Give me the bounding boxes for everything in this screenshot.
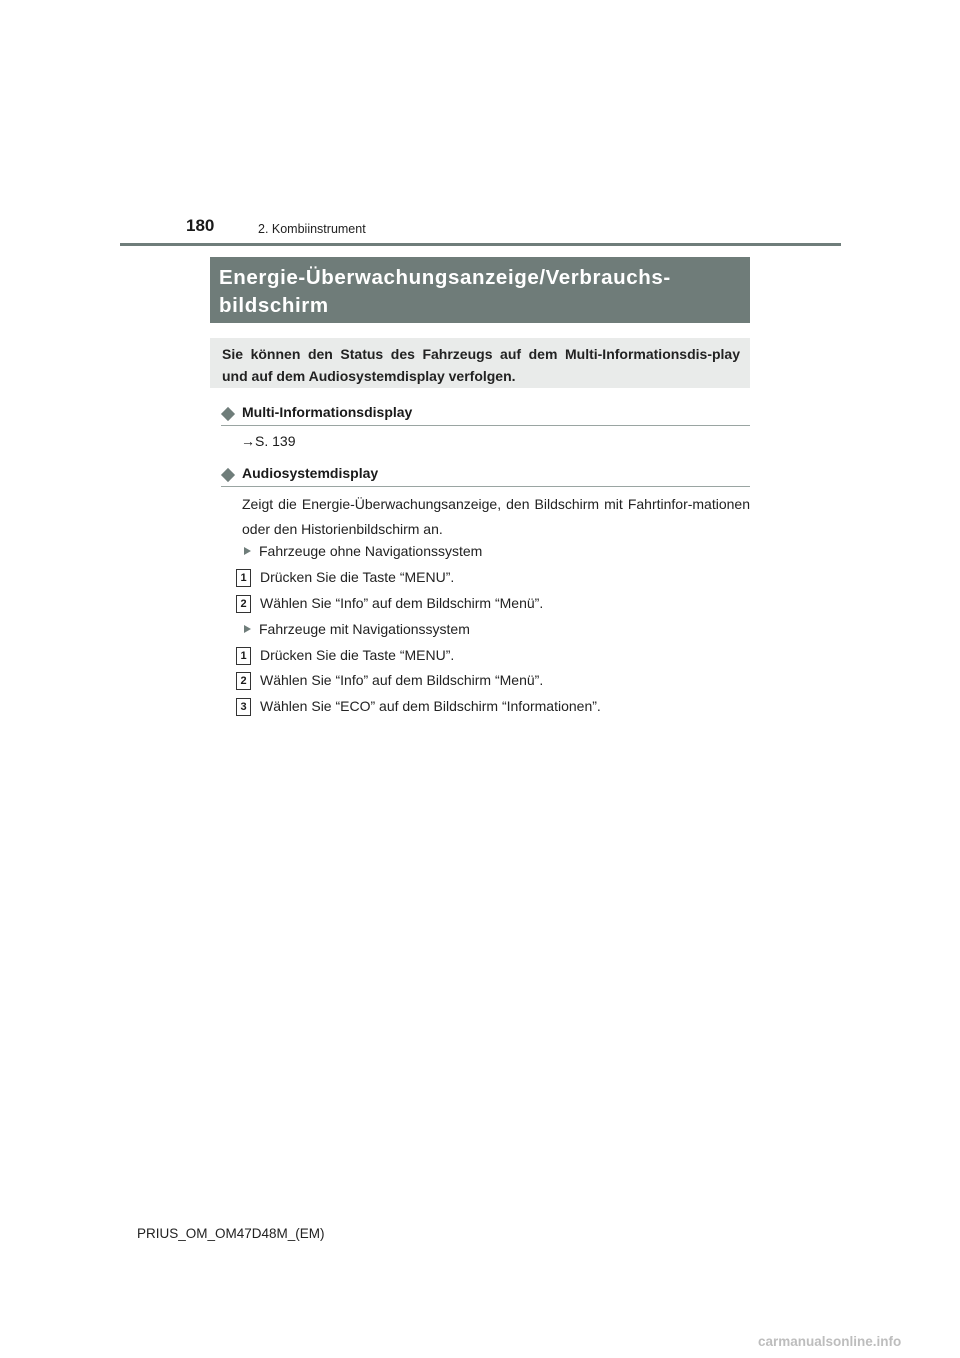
title-box <box>210 257 750 323</box>
step-text: Drücken Sie die Taste “MENU”. <box>260 569 455 585</box>
section-heading-multi-info <box>221 403 750 426</box>
page-reference: →S. 139 <box>241 433 296 449</box>
footer-code: PRIUS_OM_OM47D48M_(EM) <box>137 1226 325 1241</box>
page-number: 180 <box>186 216 215 235</box>
title-line-2: bildschirm <box>219 294 329 317</box>
step-number: 1 <box>236 647 251 665</box>
case-label: Fahrzeuge mit Navigationssystem <box>259 621 470 637</box>
diamond-icon <box>221 407 235 421</box>
diamond-icon <box>221 468 235 482</box>
step-number: 2 <box>236 672 251 690</box>
section-heading-audio <box>221 464 750 487</box>
section-heading-label: Audiosystemdisplay <box>242 465 379 481</box>
case-heading-with-nav <box>244 621 470 637</box>
section-paragraph: Zeigt die Energie-Überwachungsanzeige, den Bildschirm mit Fahrtinfor-mationen oder den Historienbildschirm an. <box>242 496 750 537</box>
title-line-1: Energie-Überwachungsanzeige/Verbrauchs- <box>219 266 671 289</box>
step-number: 1 <box>236 569 251 587</box>
step-number: 2 <box>236 595 251 613</box>
step-text: Wählen Sie “Info” auf dem Bildschirm “Menü”. <box>260 595 544 611</box>
step-text: Drücken Sie die Taste “MENU”. <box>260 647 455 663</box>
step-text: Wählen Sie “ECO” auf dem Bildschirm “Informationen”. <box>260 698 601 714</box>
intro-text: Sie können den Status des Fahrzeugs auf dem Multi-Informationsdis-play und auf dem Audiosystemdisplay verfolgen. <box>222 346 740 384</box>
case-heading-without-nav <box>244 543 482 559</box>
triangle-bullet-icon <box>244 625 251 633</box>
section-heading-label: Multi-Informationsdisplay <box>242 404 413 420</box>
case-label: Fahrzeuge ohne Navigationssystem <box>259 543 483 559</box>
watermark[interactable]: carmanualsonline.info <box>758 1334 902 1349</box>
triangle-bullet-icon <box>244 547 251 555</box>
intro-box <box>210 338 750 388</box>
header-rule <box>120 243 841 246</box>
step-text: Wählen Sie “Info” auf dem Bildschirm “Menü”. <box>260 672 544 688</box>
chapter-title: 2. Kombiinstrument <box>258 222 366 236</box>
step-number: 3 <box>236 698 251 716</box>
